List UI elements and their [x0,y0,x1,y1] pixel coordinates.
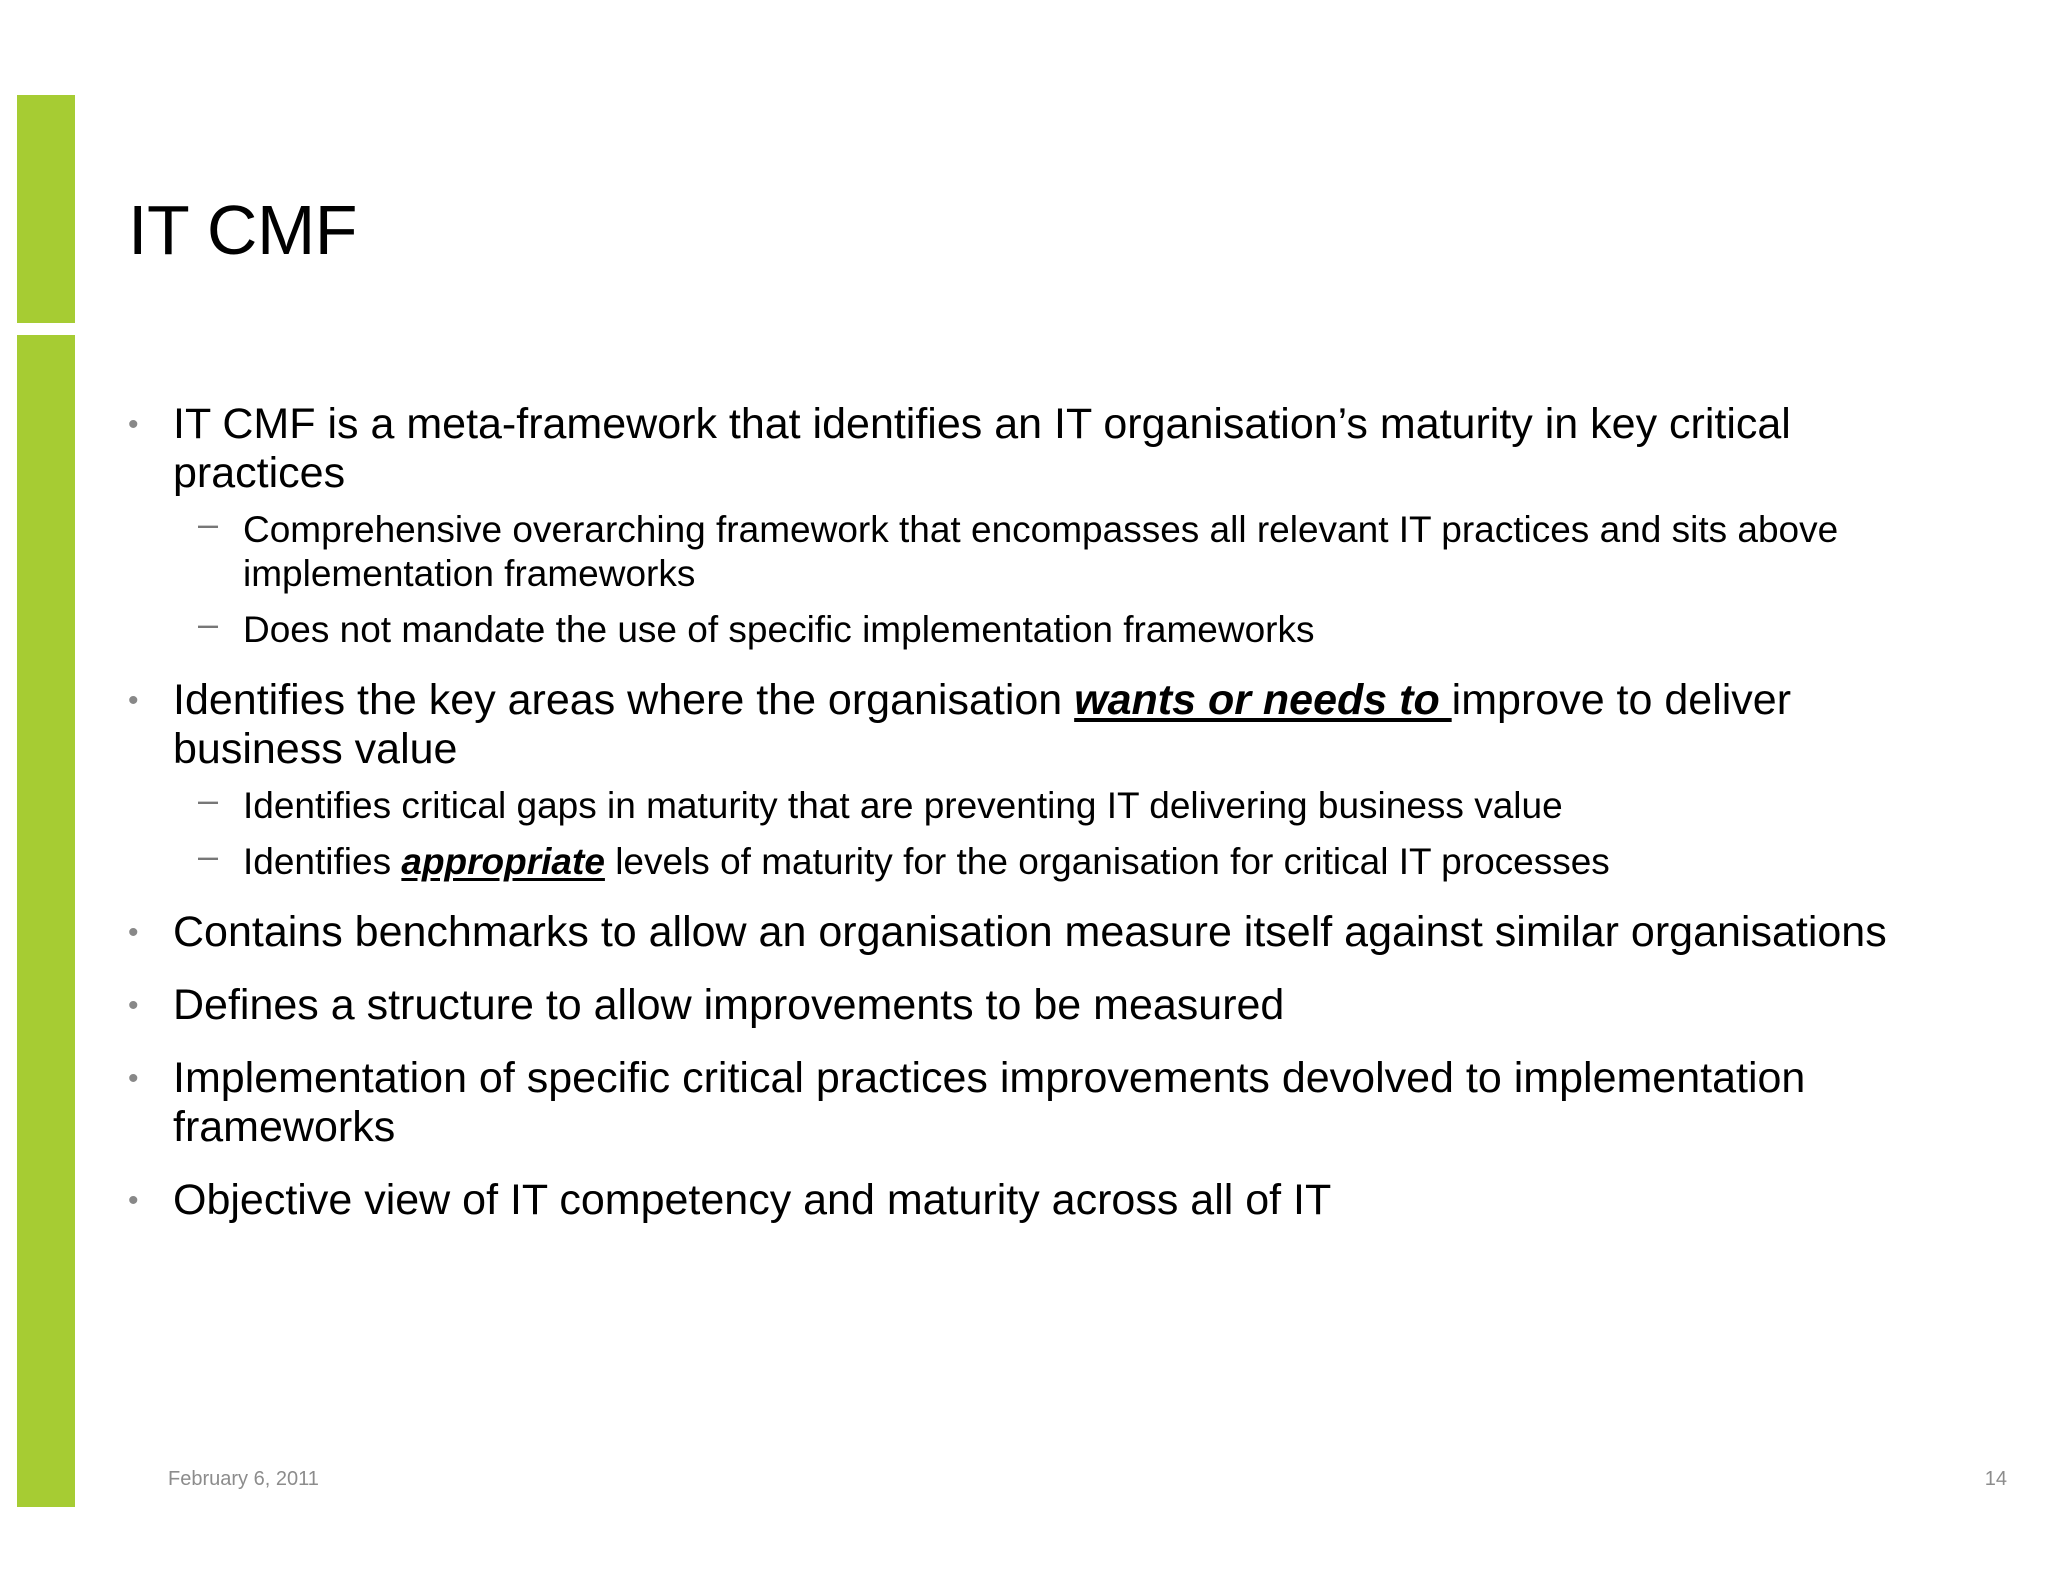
bullet-text: IT CMF is a meta-framework that identifies an IT organisation’s maturity in key critical practices [173,400,1791,497]
bullet-text-emphasis: wants or needs to [1074,676,1452,724]
bullet-dot-icon: • [128,1184,139,1217]
page-number: 14 [1984,1468,2007,1490]
bullet-dot-icon: • [128,989,139,1022]
sub-text-pre: Identifies [243,841,402,882]
bullet-dot-icon: • [128,408,139,441]
bullet-item-6 [128,1176,1928,1225]
bullet-text-pre: Identifies the key areas where the organisation [173,676,1075,724]
bullet-dot-icon: • [128,684,139,717]
sub-text: Does not mandate the use of specific implementation frameworks [243,609,1315,650]
bullet-text: Implementation of specific critical practices improvements devolved to implementation frameworks [173,1054,1806,1151]
bullet-item-3 [128,908,1928,957]
dash-icon: – [198,603,219,644]
bullet-item-2 [128,676,1928,884]
slide-title: IT CMF [128,191,358,269]
bullet-text-post: improve to deliver business value [173,676,1792,773]
sub-item-2-2 [173,835,1928,884]
bullet-text: Defines a structure to allow improvements to be measured [173,981,1285,1029]
bullet-text: Contains benchmarks to allow an organisation measure itself against similar organisations [173,908,1887,956]
bullet-dot-icon: • [128,916,139,949]
dash-icon: – [198,503,219,544]
accent-bar-top [17,95,75,323]
sub-item-1-2 [173,603,1928,652]
sub-text: Identifies critical gaps in maturity that are preventing IT delivering business value [243,785,1563,826]
accent-bar-bottom [17,335,75,1507]
sub-text-post: levels of maturity for the organisation for critical IT processes [604,841,1610,882]
slide-content [128,400,1928,1249]
sub-list [173,503,1928,652]
bullet-list [128,400,1928,1225]
dash-icon: – [198,835,219,876]
sub-text-emphasis: appropriate [401,841,605,882]
bullet-item-1 [128,400,1928,652]
bullet-item-4 [128,981,1928,1030]
sub-text: Comprehensive overarching framework that encompasses all relevant IT practices and sits above implementation frameworks [243,509,1839,594]
dash-icon: – [198,779,219,820]
bullet-dot-icon: • [128,1062,139,1095]
sub-list [173,779,1928,884]
footer-date: February 6, 2011 [168,1468,319,1490]
sub-item-1-1 [173,503,1928,596]
sub-item-2-1 [173,779,1928,828]
bullet-text: Objective view of IT competency and maturity across all of IT [173,1176,1332,1224]
bullet-item-5 [128,1054,1928,1152]
